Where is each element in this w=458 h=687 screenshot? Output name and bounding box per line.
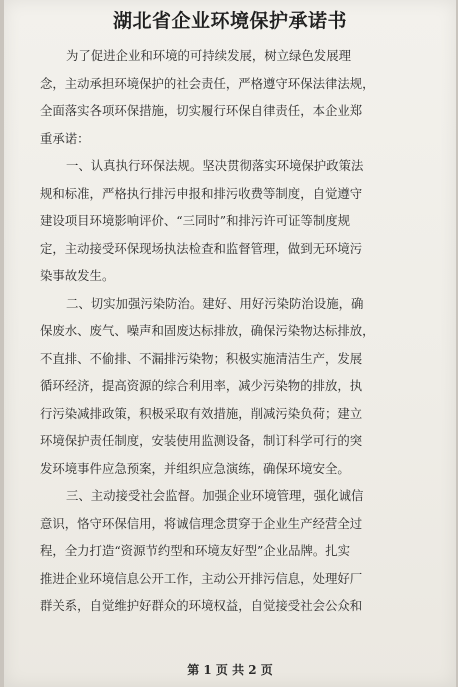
text-line: 重承诺：	[40, 130, 90, 146]
document-body	[40, 42, 440, 620]
text-line: 程，全力打造“资源节约型和环境友好型”企业品牌。扎实	[40, 543, 351, 558]
text-line: 染事故发生。	[40, 268, 115, 283]
text-line: 定，主动接受环保现场执法检查和监督管理，做到无环境污	[40, 240, 363, 256]
text-line: 保废水、废气、噪声和固废达标排放，确保污染物达标排放，	[40, 323, 375, 338]
intro-paragraph	[40, 42, 440, 152]
text-line: 为了促进企业和环境的可持续发展，树立绿色发展理	[66, 48, 351, 63]
page-number: 第 1 页 共 2 页	[187, 663, 273, 677]
text-line: 不直排、不偷排、不漏排污染物；积极实施清洁生产，发展	[40, 350, 363, 366]
text-line: 发环境事件应急预案，并组织应急演练，确保环境安全。	[40, 460, 350, 476]
text-line: 行污染减排政策，积极采取有效措施，削减污染负荷；建立	[40, 405, 363, 421]
text-line: 群关系，自觉维护好群众的环境权益，自觉接受社会公众和	[40, 598, 363, 613]
section-one-paragraph	[40, 152, 440, 290]
text-line: 一、认真执行环保法规。坚决贯彻落实环境保护政策法	[66, 158, 364, 173]
document-page	[4, 0, 456, 687]
text-line: 建设项目环境影响评价、“三同时”和排污许可证等制度规	[40, 213, 351, 228]
text-line: 循环经济，提高资源的综合利用率，减少污染物的排放，执	[40, 378, 363, 393]
text-line: 全面落实各项环保措施，切实履行环保自律责任，本企业郑	[40, 103, 363, 118]
text-line: 意识，恪守环保信用，将诚信理念贯穿于企业生产经营全过	[40, 515, 363, 531]
text-line: 二、切实加强污染防治。建好、用好污染防治设施，确	[66, 295, 364, 311]
document-title: 湖北省企业环境保护承诺书	[112, 10, 347, 32]
section-three-paragraph	[40, 482, 440, 620]
text-line: 念，主动承担环境保护的社会责任，严格遵守环保法律法规，	[40, 75, 375, 91]
section-two-paragraph	[40, 290, 440, 483]
text-line: 三、主动接受社会监督。加强企业环境管理，强化诚信	[66, 488, 364, 503]
text-line: 规和标准，严格执行排污申报和排污收费等制度，自觉遵守	[40, 185, 363, 201]
text-line: 推进企业环境信息公开工作，主动公开排污信息，处理好厂	[40, 570, 363, 586]
text-line: 环境保护责任制度，安装使用监测设备，制订科学可行的突	[40, 433, 363, 448]
